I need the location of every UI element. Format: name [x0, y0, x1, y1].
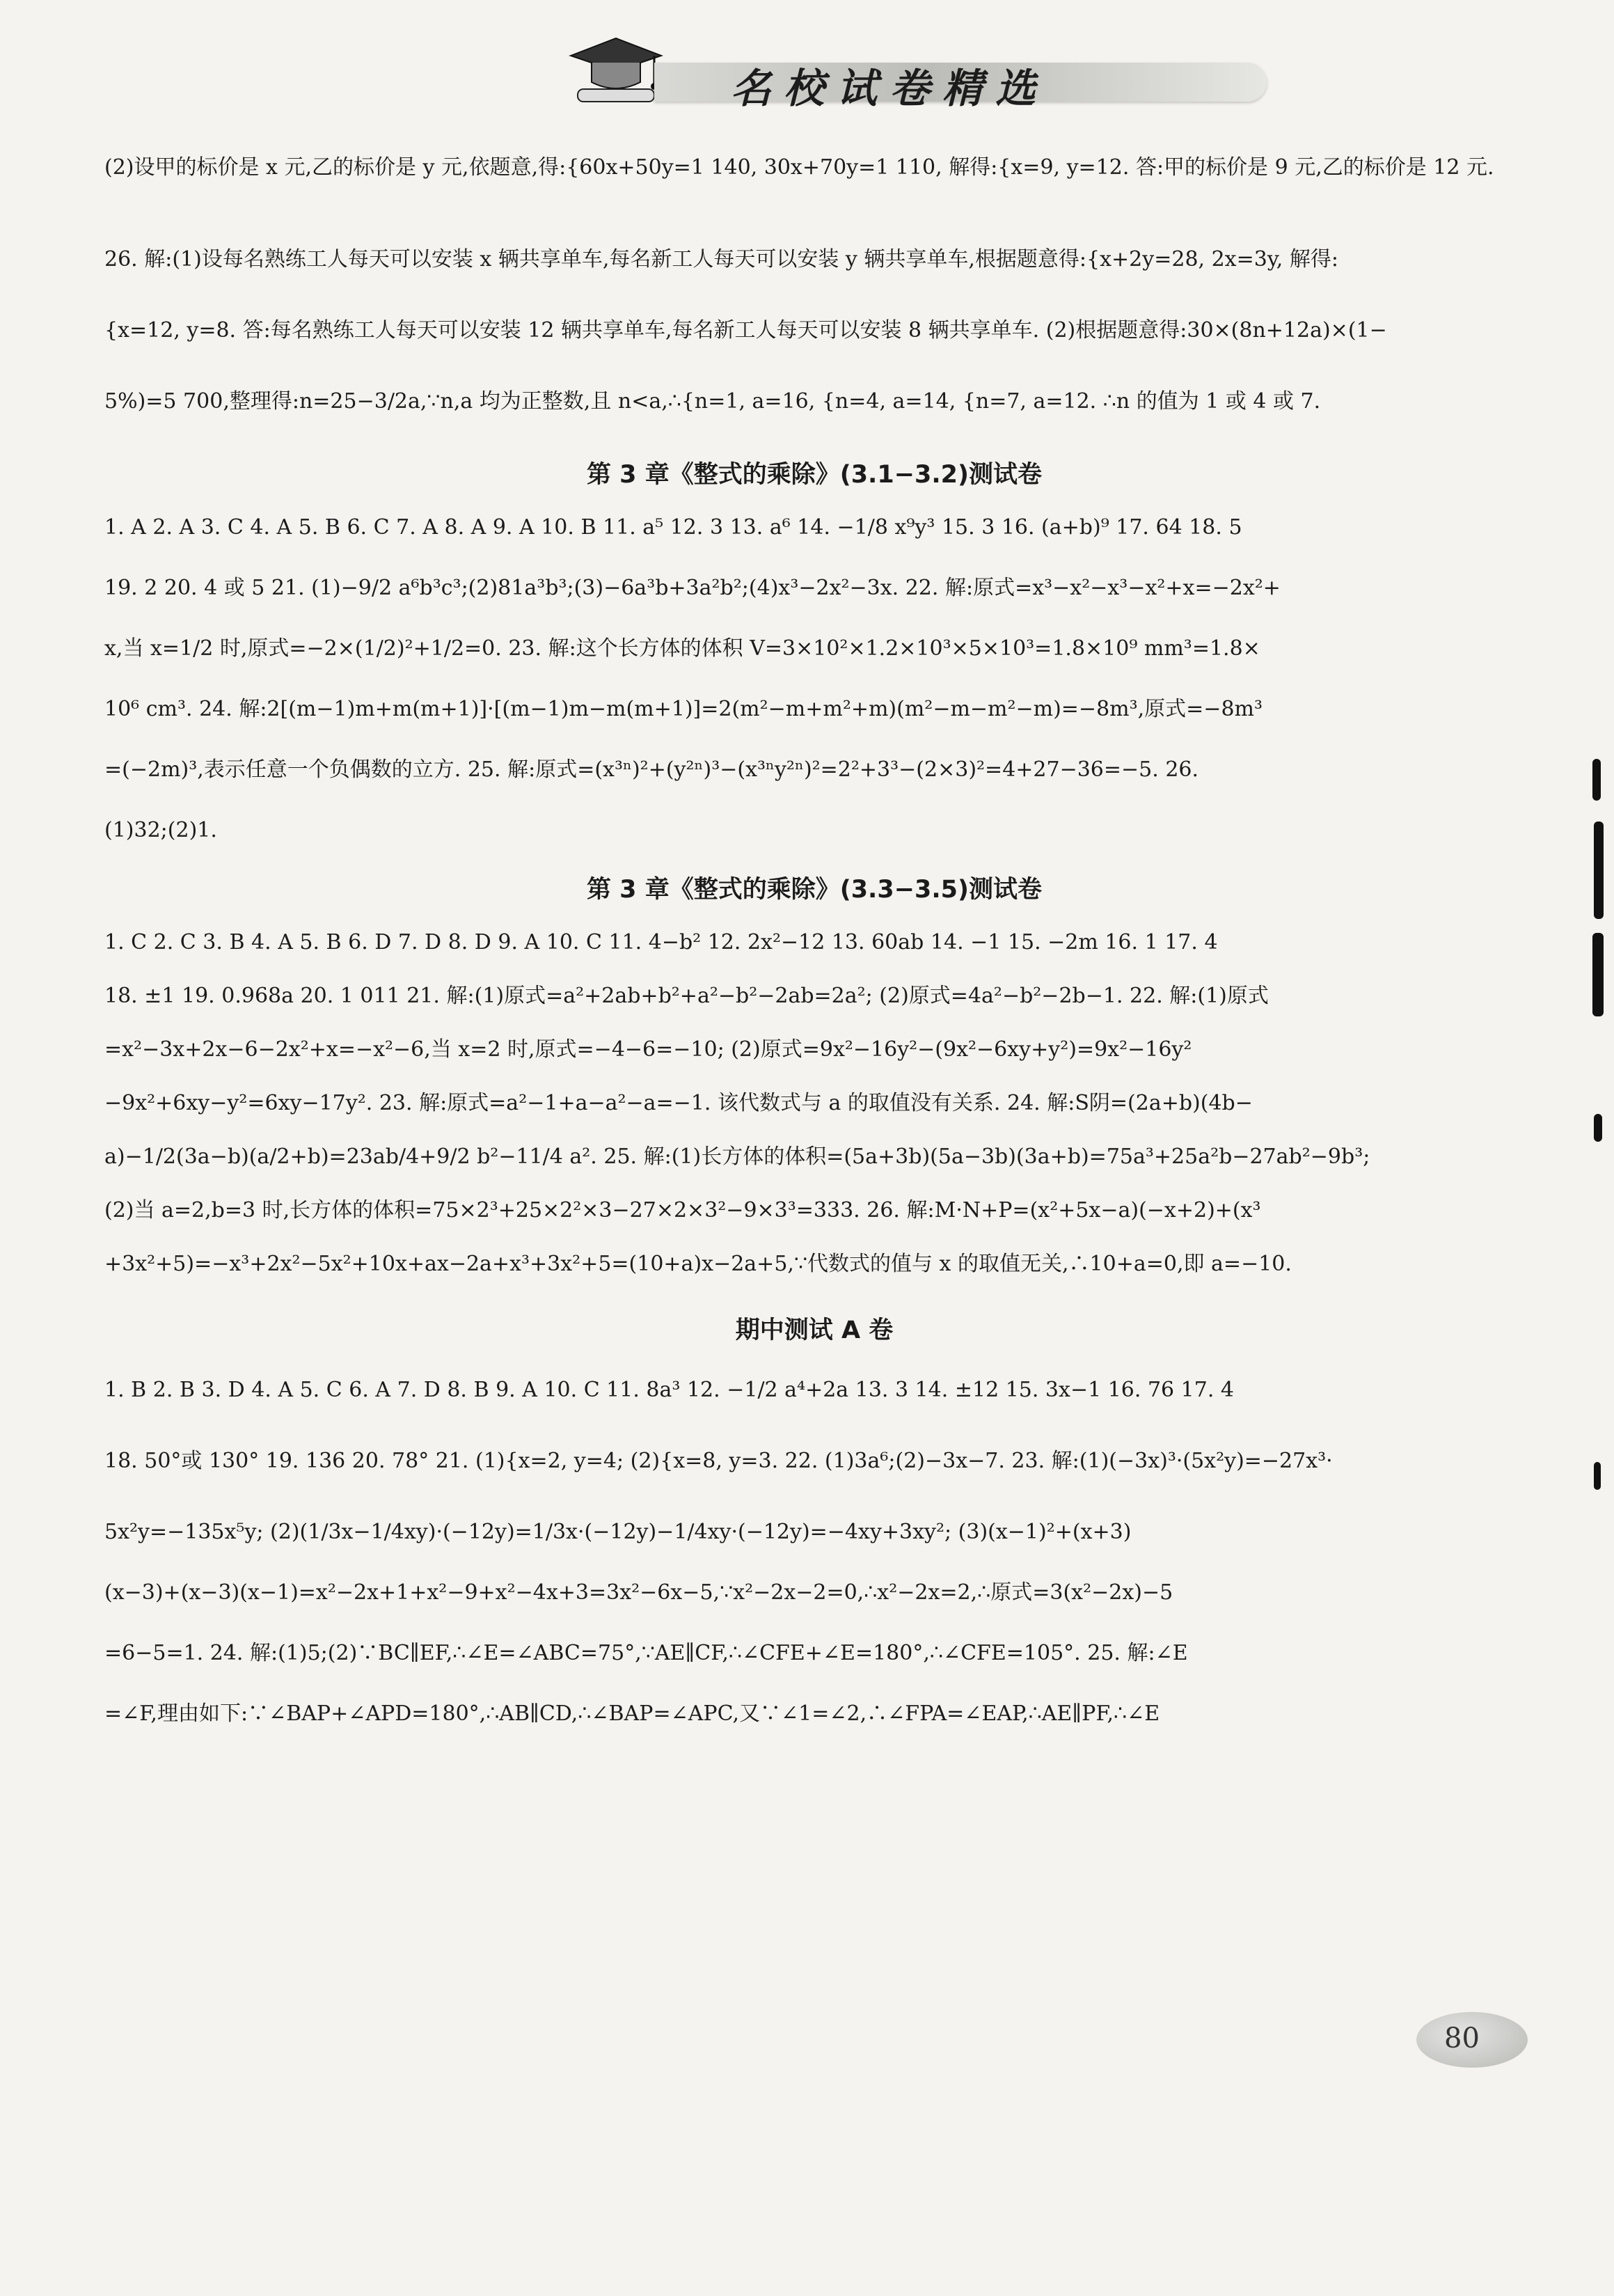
text-line: a)−1/2(3a−b)(a/2+b)=23ab/4+9/2 b²−11/4 a². 25. 解:(1)长方体的体积=(5a+3b)(5a−3b)(3a+b)=75a³+25a²b−27ab²−9b³; [104, 1145, 1370, 1169]
text-line: 10⁶ cm³. 24. 解:2[(m−1)m+m(m+1)]·[(m−1)m−m(m+1)]=2(m²−m+m²+m)(m²−m−m²−m)=−8m³,原式=−8m³ [104, 697, 1263, 721]
text-line: =6−5=1. 24. 解:(1)5;(2)∵BC∥EF,∴∠E=∠ABC=75°,∵AE∥CF,∴∠CFE+∠E=180°,∴∠CFE=105°. 25. 解:∠E [104, 1641, 1188, 1665]
text-line: (x−3)+(x−3)(x−1)=x²−2x+1+x²−9+x²−4x+3=3x²−6x−5,∵x²−2x−2=0,∴x²−2x=2,∴原式=3(x²−2x)−5 [104, 1580, 1173, 1605]
section-body [104, 513, 1524, 845]
section-title: 第 3 章《整式的乘除》(3.1−3.2)测试卷 [586, 461, 1043, 489]
page-header [550, 28, 1274, 111]
text-line: =∠F,理由如下:∵∠BAP+∠APD=180°,∴AB∥CD,∴∠BAP=∠APC,又∵∠1=∠2,∴∠FPA=∠EAP,∴AE∥PF,∴∠E [104, 1701, 1160, 1726]
text-line: (1)32;(2)1. [104, 818, 217, 842]
answer-content [104, 139, 1524, 1729]
intro-block [104, 153, 1524, 416]
text-line: −9x²+6xy−y²=6xy−17y². 23. 解:原式=a²−1+a−a²−a=−1. 该代数式与 a 的取值没有关系. 24. 解:S阴=(2a+b)(4b− [104, 1091, 1253, 1115]
text-line: 26. 解:(1)设每名熟练工人每天可以安装 x 辆共享单车,每名新工人每天可以安装 y 辆共享单车,根据题意得:{x+2y=28, 2x=3y, 解得: [104, 247, 1338, 272]
text-line: 1. A 2. A 3. C 4. A 5. B 6. C 7. A 8. A 9. A 10. B 11. a⁵ 12. 3 13. a⁶ 14. −1/8 x⁹y³ 15. 3 16. (a+b)⁹ 17. 64 18. 5 [104, 515, 1242, 540]
page-number: 80 [1444, 2022, 1480, 2054]
text-line: {x=12, y=8. 答:每名熟练工人每天可以安装 12 辆共享单车,每名新工人每天可以安装 8 辆共享单车. (2)根据题意得:30×(8n+12a)×(1− [104, 318, 1387, 343]
header-title: 名校试卷精选 [731, 65, 1049, 112]
text-line: 18. 50°或 130° 19. 136 20. 78° 21. (1){x=2, y=4; (2){x=8, y=3. 22. (1)3a⁶;(2)−3x−7. 23. 解:(1)(−3x)³·(5x²y)=−27x³· [104, 1449, 1333, 1473]
text-line: 19. 2 20. 4 或 5 21. (1)−9/2 a⁶b³c³;(2)81a³b³;(3)−6a³b+3a²b²;(4)x³−2x²−3x. 22. 解:原式=x³−x²−x³−x²+x=−2x²+ [104, 576, 1281, 600]
scan-edge-mark [1594, 821, 1604, 919]
text-line: 1. C 2. C 3. B 4. A 5. B 6. D 7. D 8. D 9. A 10. C 11. 4−b² 12. 2x²−12 13. 60ab 14. −1 15. −2m 16. 1 17. 4 [104, 930, 1218, 954]
scan-edge-mark [1592, 933, 1604, 1016]
scan-edge-mark [1594, 1462, 1601, 1490]
scan-edge-mark [1592, 759, 1601, 801]
section-body [104, 1376, 1524, 1729]
text-line: +3x²+5)=−x³+2x²−5x²+10x+ax−2a+x³+3x²+5=(10+a)x−2a+5,∵代数式的值与 x 的取值无关,∴10+a=0,即 a=−10. [104, 1252, 1292, 1276]
text-line: =(−2m)³,表示任意一个负偶数的立方. 25. 解:原式=(x³ⁿ)²+(y²ⁿ)³−(x³ⁿy²ⁿ)²=2²+3³−(2×3)²=4+27−36=−5. 26. [104, 757, 1199, 782]
section-body [104, 928, 1524, 1279]
text-line: =x²−3x+2x−6−2x²+x=−x²−6,当 x=2 时,原式=−4−6=−10; (2)原式=9x²−16y²−(9x²−6xy+y²)=9x²−16y² [104, 1037, 1192, 1062]
text-line: 1. B 2. B 3. D 4. A 5. C 6. A 7. D 8. B 9. A 10. C 11. 8a³ 12. −1/2 a⁴+2a 13. 3 14. ±12 15. 3x−1 16. 76 17. 4 [104, 1378, 1234, 1402]
text-line: (2)当 a=2,b=3 时,长方体的体积=75×2³+25×2²×3−27×2×3²−9×3³=333. 26. 解:M·N+P=(x²+5x−a)(−x+2)+(x³ [104, 1198, 1261, 1222]
text-line: (2)设甲的标价是 x 元,乙的标价是 y 元,依题意,得:{60x+50y=1 140, 30x+70y=1 110, 解得:{x=9, y=12. 答:甲的标价是 9 元,乙的标价是 12 元. [104, 155, 1494, 180]
text-line: 18. ±1 19. 0.968a 20. 1 011 21. 解:(1)原式=a²+2ab+b²+a²−b²−2ab=2a²; (2)原式=4a²−b²−2b−1. 22. 解:(1)原式 [104, 984, 1269, 1008]
section-title: 期中测试 A 卷 [735, 1316, 894, 1344]
text-line: 5%)=5 700,整理得:n=25−3/2a,∵n,a 均为正整数,且 n<a,∴{n=1, a=16, {n=4, a=14, {n=7, a=12. ∴n 的值为 1 或 4 或 7. [104, 389, 1321, 414]
scan-edge-mark [1594, 1114, 1602, 1142]
text-line: 5x²y=−135x⁵y; (2)(1/3x−1/4xy)·(−12y)=1/3x·(−12y)−1/4xy·(−12y)=−4xy+3xy²; (3)(x−1)²+(x+3) [104, 1520, 1132, 1544]
section-title: 第 3 章《整式的乘除》(3.3−3.5)测试卷 [586, 876, 1043, 904]
graduation-cap-icon [564, 28, 668, 111]
text-line: x,当 x=1/2 时,原式=−2×(1/2)²+1/2=0. 23. 解:这个长方体的体积 V=3×10²×1.2×10³×5×10³=1.8×10⁹ mm³=1.8× [104, 636, 1260, 661]
